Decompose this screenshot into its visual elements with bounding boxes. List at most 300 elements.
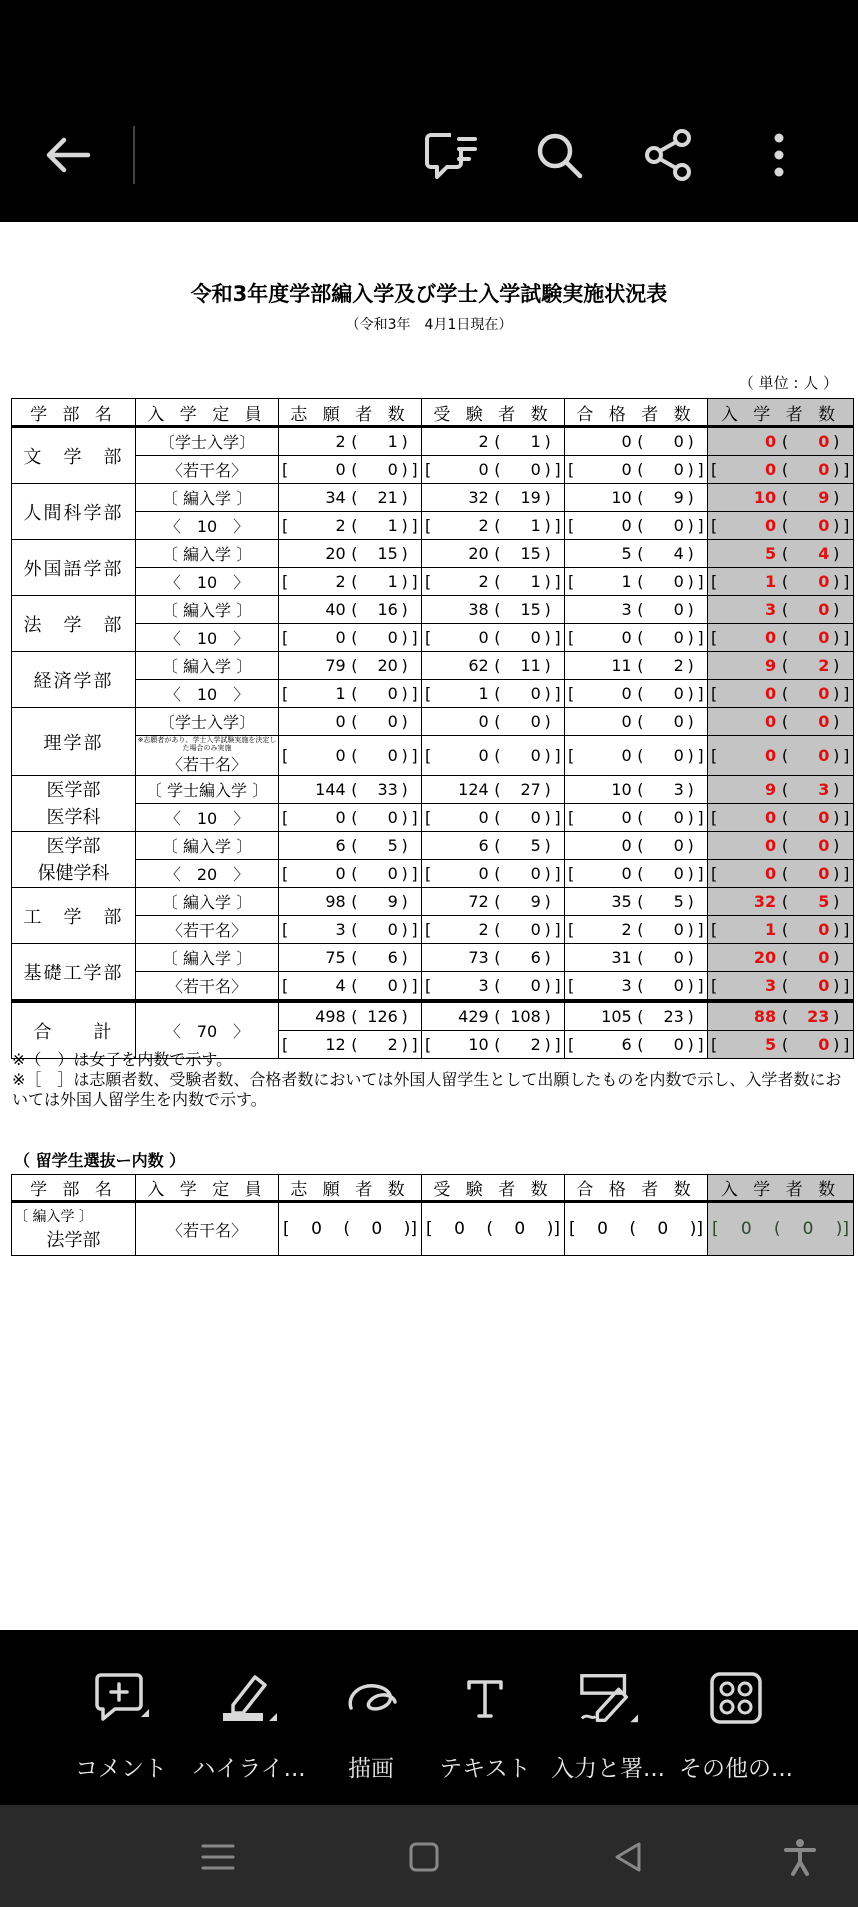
bracket: ) [544,808,551,827]
bracket: ) [687,516,694,535]
bracket: [ [282,746,289,765]
bracket: ) [401,864,408,883]
bracket: [ [711,516,718,535]
female-count: 0 [673,628,684,647]
total-count: 0 [764,460,777,479]
total-count: 0 [621,460,632,479]
bracket: [ [568,572,575,591]
bracket: ( [494,1035,501,1054]
count-value [708,596,853,623]
total-count: 3 [764,600,777,619]
bracket: ( [351,600,358,619]
total-count: 0 [621,864,632,883]
exam-cell [422,776,565,804]
bracket: ) [687,460,694,479]
app-cell [279,972,422,1002]
count-value [565,972,707,999]
total-count: 0 [478,808,489,827]
count-value [565,568,707,595]
count-value [565,776,707,803]
female-count: 0 [673,516,684,535]
bracket: ) [544,488,551,507]
enr-cell [708,1202,854,1256]
bracket: ) [687,684,694,703]
bracket: ( [494,976,501,995]
count-value [279,652,421,679]
quota [136,484,279,512]
enr-cell [708,916,854,944]
exam-cell [422,804,565,832]
quota [136,804,279,832]
bracket: ) [544,746,551,765]
bracket: [ [283,1219,290,1239]
more-vertical-icon[interactable] [742,118,816,192]
bracket: ] [697,628,704,647]
female-count: 0 [673,864,684,883]
bracket: ( [781,628,789,647]
bracket: ] [554,460,561,479]
total-count: 3 [335,920,346,939]
bracket: [ [568,628,575,647]
table-row [12,736,854,776]
exam-cell [422,888,565,916]
bracket: ] [697,808,704,827]
count-value [565,1203,707,1255]
bracket: ) [687,864,694,883]
status-bar [0,0,858,88]
count-value [279,708,421,735]
page-subtitle: （令和3年 4月1日現在） [345,317,513,333]
toolbar-divider [133,126,135,184]
tool-label-comment: コメント [75,1756,167,1782]
total-count: 38 [468,600,489,619]
female-count: 6 [530,948,541,967]
female-count: 4 [673,544,684,563]
exam-cell [422,624,565,652]
bracket: [ [711,864,718,883]
fill-sign-tool[interactable] [548,1668,668,1788]
bracket: ( [494,684,501,703]
exam-cell [422,736,565,776]
bracket: ) [833,600,840,619]
bracket: ) [544,572,551,591]
exam-cell [422,972,565,1002]
count-value [279,624,421,651]
bracket: ( [773,1219,781,1239]
count-value [422,1003,564,1030]
app-cell [279,1202,422,1256]
bracket: [ [425,920,432,939]
bracket: ) [833,656,840,675]
bracket: ) [544,1007,551,1026]
page-title: 令和3年度学部編入学及び学士入学試験実施状況表 [190,282,668,306]
faculty-name-line: 基礎工学部 [23,962,124,984]
exam-cell [422,1202,565,1256]
bracket: ( [637,712,644,731]
table-row [12,972,854,1002]
column-header: 合 格 者 数 [565,1175,708,1202]
bracket: [ [568,516,575,535]
count-value [279,972,421,999]
bracket: ) [687,1007,694,1026]
quota [136,512,279,540]
count-value [565,708,707,735]
more-tools[interactable] [676,1668,796,1788]
female-count: 0 [673,684,684,703]
bracket: ( [494,488,501,507]
total-count: 73 [468,948,489,967]
exam-cell [422,1001,565,1031]
tool-label-draw: 描画 [348,1756,394,1782]
exam-cell [422,860,565,888]
bracket: ] [843,920,850,939]
total-count: 105 [601,1007,632,1026]
table-row [12,568,854,596]
bracket: ( [781,488,789,507]
quota [136,888,279,916]
bracket: ) [544,948,551,967]
total-count: 6 [478,836,489,855]
total-count: 2 [478,920,489,939]
bracket: ( [781,516,789,535]
bracket: [ [711,808,718,827]
quota [136,776,279,804]
count-value [279,568,421,595]
enr-cell [708,832,854,860]
bracket: ( [781,948,789,967]
back-triangle-icon[interactable] [606,1835,650,1879]
bracket: ) [687,544,694,563]
total-count: 0 [764,746,777,765]
comments-list-icon[interactable] [414,118,488,192]
bracket: ) [544,516,551,535]
female-count: 0 [371,1219,383,1239]
female-count: 3 [818,780,830,799]
total-count: 10 [611,780,632,799]
bracket: ] [843,746,850,765]
pass-cell [565,624,708,652]
bracket: ( [637,1035,644,1054]
bracket: ) [833,516,840,535]
bracket: ] [554,808,561,827]
total-count: 0 [764,516,777,535]
unit-label: （ 単位 : 人 ） [738,374,838,392]
bracket: ] [843,976,850,995]
admission-type: 〔 編入学 〕 [161,949,253,968]
bracket: ) [401,836,408,855]
enr-cell [708,804,854,832]
count-value [422,596,564,623]
count-value [565,916,707,943]
bracket: ( [781,808,789,827]
faculty-name-line: 医学科 [46,806,101,828]
draw-tool[interactable] [311,1668,431,1788]
count-value [422,736,564,775]
bracket: ( [637,808,644,827]
pass-cell [565,680,708,708]
exam-cell [422,456,565,484]
count-value [422,888,564,915]
app-cell [279,708,422,736]
bracket: ( [781,920,789,939]
bracket: ) [833,1007,840,1026]
bracket: [ [425,976,432,995]
total-count: 144 [315,780,346,799]
bracket: ) [687,488,694,507]
bracket: ) [544,600,551,619]
bracket: ) [833,628,840,647]
total-count: 0 [764,432,777,451]
bracket: ( [351,516,358,535]
bracket: ( [351,1035,358,1054]
bracket: ] [554,976,561,995]
count-value [708,832,853,859]
total-count: 0 [478,628,489,647]
bracket: ( [494,864,501,883]
count-value [565,484,707,511]
female-count: 27 [520,780,541,799]
bracket: [ [568,460,575,479]
exam-cell [422,540,565,568]
column-header: 受 験 者 数 [422,1175,565,1202]
count-value [422,860,564,887]
bracket: ( [637,920,644,939]
count-value [422,568,564,595]
total-count: 5 [621,544,632,563]
quota [136,944,279,972]
bracket: ( [351,1007,358,1026]
total-count: 2 [621,920,632,939]
bracket: )] [689,1219,703,1239]
total-count: 498 [315,1007,346,1026]
female-count: 108 [510,1007,541,1026]
female-count: 0 [818,516,830,535]
table-row [12,888,854,916]
bracket: ) [401,1007,408,1026]
enr-cell [708,568,854,596]
female-count: 0 [530,628,541,647]
table-row [12,540,854,568]
pass-cell [565,540,708,568]
bracket: ) [401,976,408,995]
arrow-left-icon[interactable] [30,118,104,192]
quota-count: 〈若干名〉 [166,755,247,774]
admission-table-body [12,399,854,1059]
count-value [422,944,564,971]
column-header: 学 部 名 [12,1175,136,1202]
admission-type: 〔 編入学 〕 [14,1209,93,1225]
count-value [708,972,853,999]
accessibility-icon[interactable] [778,1835,822,1879]
total-count: 0 [335,864,346,883]
comment-tool[interactable] [61,1668,181,1788]
bracket: ( [351,746,358,765]
count-value [279,1003,421,1030]
total-count: 79 [325,656,346,675]
total-count: 0 [478,746,489,765]
quota-note: ※志願者があり、学士入学試験実施を決定した場合のみ実施 [137,736,277,752]
female-count: 0 [673,1035,684,1054]
female-count: 126 [367,1007,398,1026]
bracket: ( [351,432,358,451]
female-count: 1 [387,432,398,451]
bracket: ] [697,460,704,479]
faculty-name [12,1202,136,1256]
home-icon[interactable] [402,1835,446,1879]
note-women: ※（ ）は女子を内数で示す。 [12,1050,233,1069]
faculty-name [12,540,136,596]
text-tool[interactable] [425,1668,545,1788]
female-count: 0 [818,600,830,619]
bracket: [ [425,684,432,703]
count-value [565,944,707,971]
faculty-name-line: 人間科学部 [23,502,124,524]
app-cell [279,652,422,680]
quota [136,624,279,652]
female-count: 0 [387,864,398,883]
female-count: 0 [673,746,684,765]
faculty-name [12,944,136,1002]
count-value [565,456,707,483]
bracket: [ [425,572,432,591]
female-count: 0 [387,976,398,995]
female-count: 19 [520,488,541,507]
bracket: ) [833,460,840,479]
female-count: 1 [387,516,398,535]
bracket: ] [554,864,561,883]
bracket: ] [554,684,561,703]
bracket: ( [494,892,501,911]
female-count: 9 [673,488,684,507]
count-value [422,512,564,539]
total-count: 0 [454,1219,465,1239]
total-count: 0 [597,1219,608,1239]
total-count: 20 [325,544,346,563]
quota [136,736,279,776]
bracket: ( [637,976,644,995]
bracket: [ [568,864,575,883]
female-count: 0 [673,600,684,619]
admission-type: 〔 編入学 〕 [161,657,253,676]
female-count: 0 [387,712,398,731]
enr-cell [708,972,854,1002]
intl-table [11,1174,854,1256]
count-value [565,652,707,679]
total-count: 10 [753,488,777,507]
table-row [12,427,854,456]
bracket: ] [843,628,850,647]
enr-cell [708,624,854,652]
count-value [422,428,564,455]
app-cell [279,512,422,540]
bracket: [ [425,628,432,647]
bracket: [ [711,684,718,703]
enr-cell [708,652,854,680]
bracket: ( [494,656,501,675]
bracket: ( [781,684,789,703]
bracket: [ [569,1219,576,1239]
bracket: [ [282,864,289,883]
count-value [565,540,707,567]
count-value [708,680,853,707]
total-count: 9 [764,656,777,675]
recent-apps-icon[interactable] [196,1835,240,1879]
bracket: ) [544,460,551,479]
count-value [279,888,421,915]
bracket: ) [833,432,840,451]
faculty-name-line: 外国語学部 [23,558,124,580]
count-value [565,860,707,887]
app-cell [279,776,422,804]
total-count: 2 [335,432,346,451]
bracket: ] [697,920,704,939]
admission-type: 〔 編入学 〕 [161,601,253,620]
bracket: [ [425,1035,432,1054]
tool-label-text: テキスト [439,1756,531,1782]
search-icon[interactable] [522,118,596,192]
female-count: 0 [818,460,830,479]
female-count: 0 [530,864,541,883]
column-header: 志 願 者 数 [279,399,422,427]
female-count: 0 [673,808,684,827]
exam-cell [422,944,565,972]
total-count: 2 [478,432,489,451]
share-icon[interactable] [632,118,706,192]
bracket: ) [544,836,551,855]
enr-cell [708,540,854,568]
quota [136,972,279,1002]
count-value [565,1003,707,1030]
female-count: 0 [530,460,541,479]
count-value [422,1203,564,1255]
female-count: 0 [818,746,830,765]
bracket: ) [687,808,694,827]
table-row [12,860,854,888]
app-cell [279,624,422,652]
bracket: ( [494,432,501,451]
female-count: 21 [377,488,398,507]
tool-label-highlight: ハイライ... [192,1756,306,1782]
faculty-name-line: 医学部 [46,779,101,801]
female-count: 0 [530,746,541,765]
bracket: ( [781,544,789,563]
total-count: 6 [335,836,346,855]
bracket: ( [343,1219,350,1239]
app-cell [279,540,422,568]
bracket: ( [351,628,358,647]
count-value [565,680,707,707]
quota-count: 〈 10 〉 [164,685,250,704]
female-count: 5 [818,892,830,911]
app-cell [279,804,422,832]
bracket: ] [697,516,704,535]
bracket: ( [781,864,789,883]
female-count: 0 [387,684,398,703]
bracket: ) [544,920,551,939]
table-row [12,484,854,512]
bracket: [ [282,572,289,591]
bracket: ( [351,836,358,855]
count-value [422,680,564,707]
enr-cell [708,512,854,540]
intl-table-body [12,1175,854,1256]
total-count: 0 [335,746,346,765]
highlight-tool[interactable] [189,1668,309,1788]
bracket: ] [411,460,418,479]
exam-cell [422,832,565,860]
bracket: [ [711,746,718,765]
table-row [12,916,854,944]
